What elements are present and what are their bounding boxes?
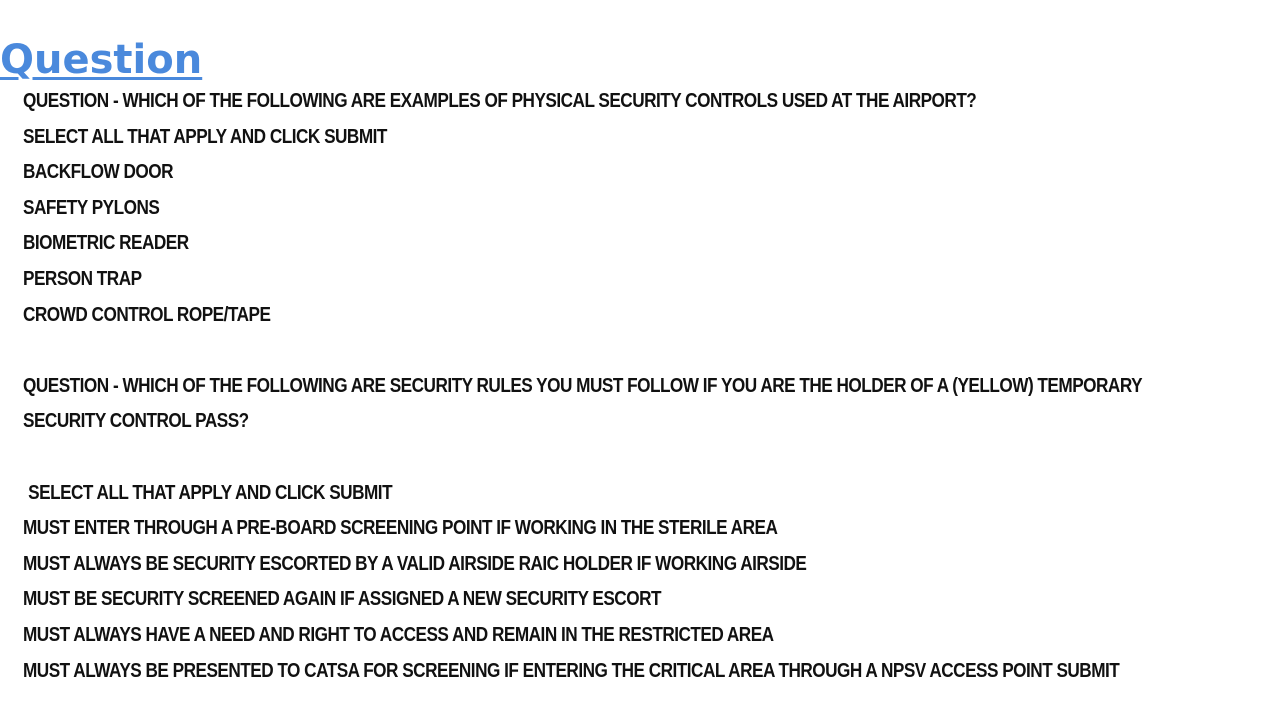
page-title: Question bbox=[0, 37, 203, 83]
question-1-option[interactable]: CROWD CONTROL ROPE/TAPE bbox=[23, 303, 271, 326]
question-1-prompt: QUESTION - WHICH OF THE FOLLOWING ARE EXAMPLES OF PHYSICAL SECURITY CONTROLS USED AT THE AIRPORT? bbox=[23, 90, 977, 112]
spacer bbox=[23, 333, 1098, 369]
question-2-option[interactable]: MUST ALWAYS BE SECURITY ESCORTED BY A VALID AIRSIDE RAIC HOLDER IF WORKING AIRSIDE bbox=[23, 552, 807, 575]
question-2-option[interactable]: MUST ENTER THROUGH A PRE-BOARD SCREENING POINT IF WORKING IN THE STERILE AREA bbox=[23, 517, 778, 540]
question-2-option[interactable]: MUST ALWAYS HAVE A NEED AND RIGHT TO ACCESS AND REMAIN IN THE RESTRICTED AREA bbox=[23, 623, 774, 646]
question-1-option[interactable]: PERSON TRAP bbox=[23, 267, 142, 290]
question-2-prompt: QUESTION - WHICH OF THE FOLLOWING ARE SECURITY RULES YOU MUST FOLLOW IF YOU ARE THE HOLDER OF A (YELLOW) TEMPORARY SECURITY CONTROL PASS? bbox=[23, 374, 1142, 433]
question-1-option[interactable]: SAFETY PYLONS bbox=[23, 196, 160, 219]
question-1-option[interactable]: BIOMETRIC READER bbox=[23, 232, 189, 255]
question-2-option[interactable]: MUST BE SECURITY SCREENED AGAIN IF ASSIGNED A NEW SECURITY ESCORT bbox=[23, 588, 661, 611]
question-content bbox=[23, 84, 1142, 689]
question-2-instruction: SELECT ALL THAT APPLY AND CLICK SUBMIT bbox=[28, 481, 393, 504]
question-2-option[interactable]: MUST ALWAYS BE PRESENTED TO CATSA FOR SCREENING IF ENTERING THE CRITICAL AREA THROUGH A NPSV ACCESS POINT SUBMIT bbox=[23, 659, 1120, 682]
question-1-option[interactable]: BACKFLOW DOOR bbox=[23, 161, 173, 184]
question-1-instruction: SELECT ALL THAT APPLY AND CLICK SUBMIT bbox=[23, 125, 387, 148]
spacer bbox=[23, 440, 1098, 476]
